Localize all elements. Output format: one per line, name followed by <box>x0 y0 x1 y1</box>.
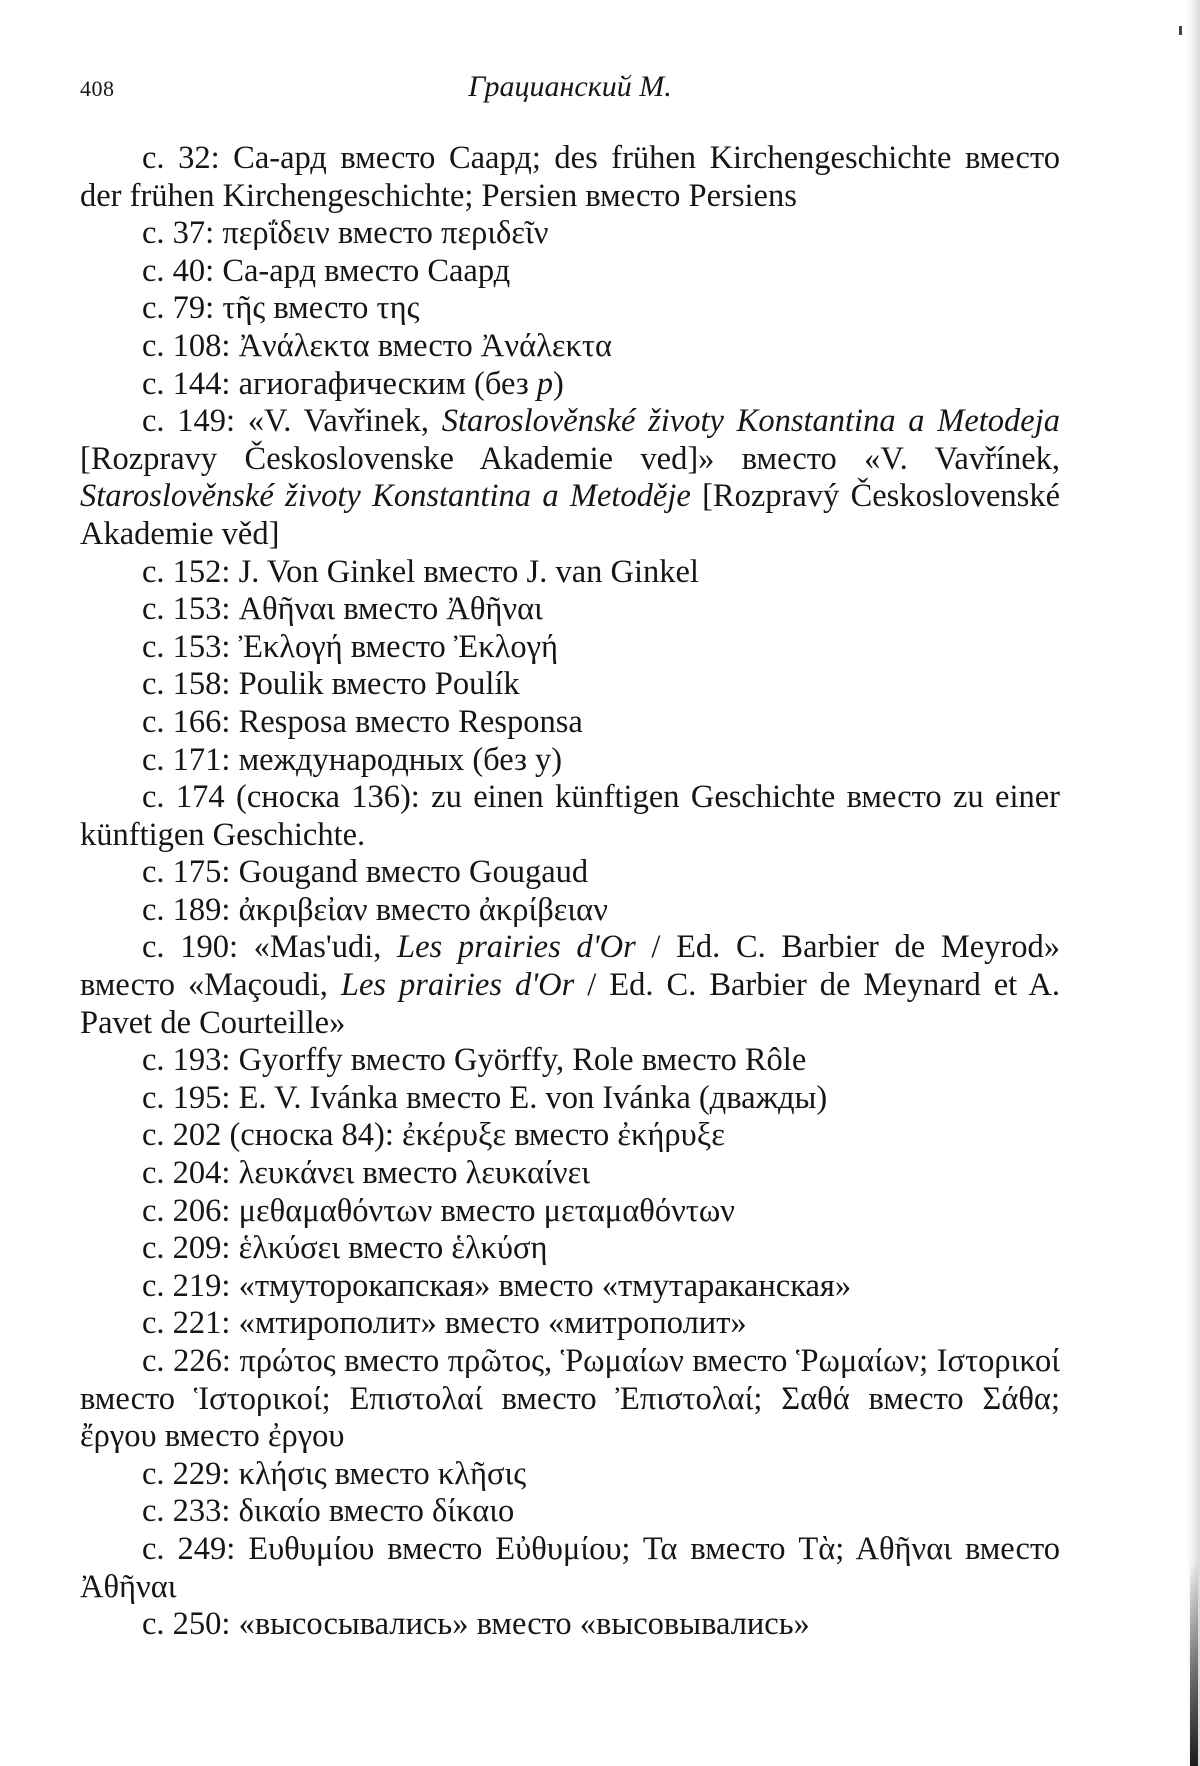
entry-text: с. 158: Poulik вместо Poulík <box>142 666 520 703</box>
errata-entry <box>80 290 1060 328</box>
entry-text: с. 32: Са-ард вместо Саард; des frühen Kirchengeschichte вместо der frühen Kirchengeschichte; Persien вместо Persiens <box>80 140 1060 214</box>
errata-entry <box>80 1268 1060 1306</box>
errata-entry <box>80 779 1060 854</box>
entry-text: с. 175: Gougand вместо Gougaud <box>142 854 589 891</box>
errata-entry <box>80 1080 1060 1118</box>
entry-text: с. 193: Gyorffy вместо Györffy, Role вместо Rôle <box>142 1042 807 1079</box>
entry-text: с. 153: Ἐκλογή вместо Ἐκλογή <box>142 628 558 665</box>
entry-text: с. 233: δικαίο вместо δίκαιο <box>142 1493 515 1530</box>
entry-text: с. 149: «V. Vavřinek, <box>142 403 442 440</box>
entry-text: с. 108: Ἀνάλεκτα вместо Ἀνάλεκτα <box>142 327 612 364</box>
errata-entry <box>80 892 1060 930</box>
errata-entry <box>80 591 1060 629</box>
errata-entry <box>80 929 1060 1042</box>
errata-entry <box>80 666 1060 704</box>
errata-entry <box>80 1531 1060 1606</box>
entry-text: с. 202 (сноска 84): ἐκέρυξε вместо ἐκήρυξε <box>142 1117 725 1154</box>
entry-text: с. 204: λευκάνει вместо λευκαίνει <box>142 1155 591 1192</box>
errata-entry <box>80 854 1060 892</box>
errata-entry <box>80 742 1060 780</box>
entry-text: с. 37: περΐδειν вместо περιδεῖν <box>142 215 549 252</box>
entry-text: с. 40: Са-ард вместо Саард <box>142 252 511 289</box>
errata-entry <box>80 215 1060 253</box>
entry-text: с. 250: «высосывались» вместо «высовывались» <box>142 1606 810 1643</box>
entry-text: с. 144: агиогафическим (без <box>142 365 537 402</box>
errata-entry <box>80 1456 1060 1494</box>
errata-entry <box>80 554 1060 592</box>
entry-text: ) <box>553 365 564 402</box>
scan-binding-shadow <box>1190 1560 1198 1766</box>
entry-text: с. 219: «тмуторокапская» вместо «тмутараканская» <box>142 1267 852 1304</box>
entry-text: с. 190: «Mas'udi, <box>142 929 398 966</box>
errata-entry <box>80 629 1060 667</box>
entry-text: с. 79: τῆς вместо της <box>142 290 420 327</box>
errata-entry <box>80 1230 1060 1268</box>
entry-text: с. 226: πρώτος вместо πρῶτος, Ῥωμαίων вместо Ῥωμαίων; Ιστορικοί вместо Ἱστορικοί; Επιστολαί вместо Ἐπιστολαί; Σαθά вместо Σάθα; ἔργου вместо ἐργου <box>80 1343 1060 1455</box>
entry-text: [Rozpravy Československe Akademie ved]» вместо «V. Vavřínek, <box>80 440 1060 477</box>
entry-text: с. 189: ἀκριβεἰαν вместо ἀκρίβειαν <box>142 891 608 928</box>
page-number: 408 <box>80 76 115 101</box>
errata-entry <box>80 366 1060 404</box>
scan-speck <box>1179 26 1182 35</box>
errata-entry <box>80 328 1060 366</box>
entry-text: / Ed. C. Barbier de Meynard et A. Pavet de Courteille» <box>80 967 1060 1041</box>
running-title: Грацианский М. <box>468 70 672 103</box>
entry-text: / Ed. C. Barbier de Meyrod» вместо «Maçoudi, <box>80 929 1060 1004</box>
entry-text: с. 209: ἑλκύσει вместо ἑλκύση <box>142 1230 548 1267</box>
entry-text: с. 229: κλήσις вместо κλῆσις <box>142 1455 527 1492</box>
scan-page-edge <box>1186 0 1200 1766</box>
entry-text: с. 249: Ευθυμίου вместо Εὐθυμίου; Τα вместо Τὰ; Αθῆναι вместо Ἀθῆναι <box>80 1530 1060 1605</box>
errata-entry <box>80 1155 1060 1193</box>
errata-list <box>80 140 1060 1644</box>
errata-entry <box>80 253 1060 291</box>
entry-italic-text: Staroslověnské životy Konstantina a Metoděje <box>80 478 691 515</box>
entry-text: с. 171: международных (без у) <box>142 741 563 778</box>
entry-text: с. 221: «мтирополит» вместо «митрополит» <box>142 1305 747 1342</box>
entry-italic-text: Les prairies d'Or <box>397 929 636 966</box>
errata-entry <box>80 1493 1060 1531</box>
errata-entry <box>80 704 1060 742</box>
entry-text: с. 174 (сноска 136): zu einen künftigen Geschichte вместо zu einer künftigen Geschichte. <box>80 779 1060 853</box>
entry-italic-text: р <box>536 365 554 402</box>
entry-italic-text: Les prairies d'Or <box>340 967 575 1004</box>
entry-text: с. 206: μεθαμαθόντων вместо μεταμαθόντων <box>142 1192 735 1229</box>
errata-entry <box>80 1193 1060 1231</box>
errata-entry <box>80 1305 1060 1343</box>
entry-text: с. 195: E. V. Ivánka вместо E. von Ivánka (дважды) <box>142 1079 828 1116</box>
errata-entry <box>80 1343 1060 1456</box>
entry-italic-text: Staroslověnské životy Konstantina a Metodeja <box>441 403 1060 440</box>
entry-text: с. 153: Αθῆναι вместо Ἀθῆναι <box>142 591 543 628</box>
page-header <box>80 70 1060 110</box>
errata-entry <box>80 1117 1060 1155</box>
errata-entry <box>80 140 1060 215</box>
errata-entry <box>80 1606 1060 1644</box>
errata-entry <box>80 403 1060 553</box>
entry-text: с. 166: Resposa вместо Responsa <box>142 703 583 740</box>
errata-entry <box>80 1042 1060 1080</box>
entry-text: с. 152: J. Von Ginkel вместо J. van Ginkel <box>142 553 699 590</box>
entry-text: [Rozpravý Československé Akademie věd] <box>80 478 1060 552</box>
